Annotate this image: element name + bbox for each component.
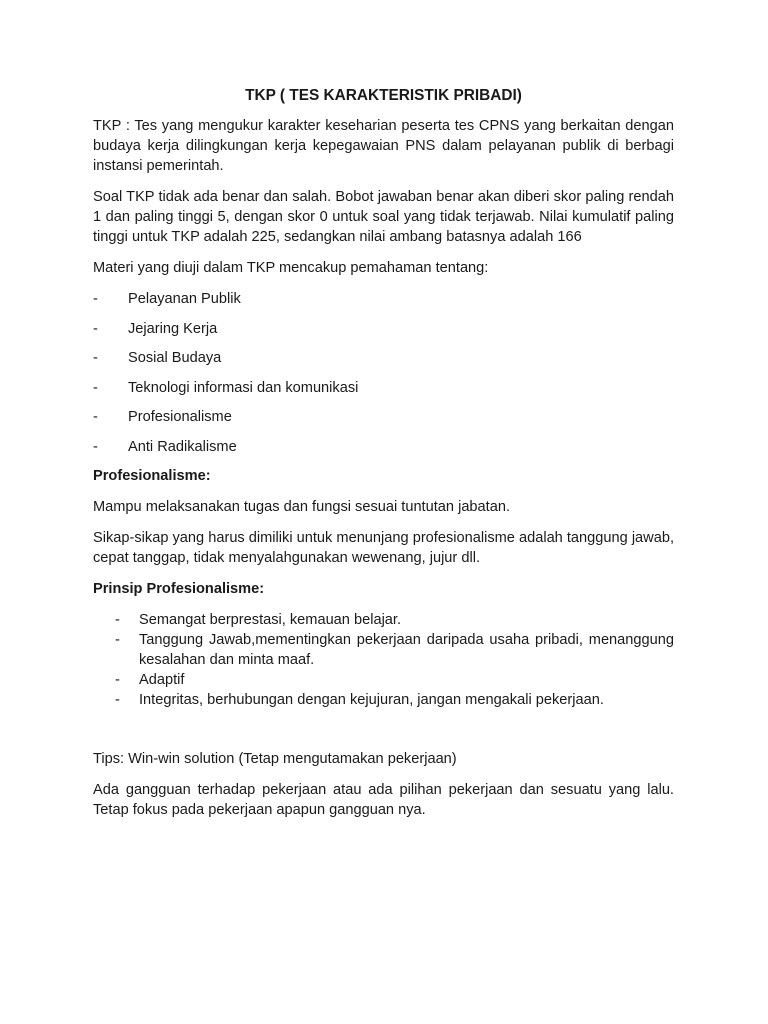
list-item-text: Pelayanan Publik: [128, 291, 241, 307]
intro-paragraph: TKP : Tes yang mengukur karakter keseharian peserta tes CPNS yang berkaitan dengan budaya kerja dilingkungan kerja kepegawaian PNS dalam pelayanan publik di berbagi instansi pemerintah.: [93, 118, 674, 174]
list-item: [93, 437, 674, 457]
tips-paragraph: Tips: Win-win solution (Tetap mengutamakan pekerjaan): [93, 751, 457, 767]
list-item: [93, 630, 674, 670]
profesionalisme-definition: Mampu melaksanakan tugas dan fungsi sesuai tuntutan jabatan.: [93, 499, 511, 515]
document-page: [93, 86, 674, 831]
list-item-text: Jejaring Kerja: [128, 320, 218, 337]
scoring-paragraph: Soal TKP tidak ada benar dan salah. Bobot jawaban benar akan diberi skor paling rendah 1 dan paling tinggi 5, dengan skor 0 untuk soal yang tidak terjawab. Nilai kumulatif paling tinggi untuk TKP adalah 225, sedangkan nilai ambang batasnya adalah 166: [93, 189, 674, 245]
dash-bullet: -: [93, 379, 98, 396]
list-item-text: Integritas, berhubungan dengan kejujuran, jangan mengakali pekerjaan.: [139, 692, 604, 708]
list-item: [93, 348, 674, 368]
profesionalisme-sikap: Sikap-sikap yang harus dimiliki untuk menunjang profesionalisme adalah tanggung jawab, cepat tanggap, tidak menyalahgunakan wewenang, jujur dll.: [93, 530, 674, 566]
list-item-text: Semangat berprestasi, kemauan belajar.: [139, 612, 402, 628]
document-title: TKP ( TES KARAKTERISTIK PRIBADI): [245, 87, 522, 104]
list-item-text: Teknologi informasi dan komunikasi: [128, 379, 359, 396]
list-item: [93, 610, 674, 630]
list-item-text: Tanggung Jawab,mementingkan pekerjaan daripada usaha pribadi, menanggung kesalahan dan minta maaf.: [139, 632, 674, 668]
list-item-text: Anti Radikalisme: [128, 438, 237, 455]
list-item-text: Profesionalisme: [128, 409, 232, 425]
prinsip-list: [93, 610, 674, 710]
list-item: [93, 690, 674, 710]
dash-bullet: -: [115, 692, 120, 708]
dash-bullet: -: [93, 350, 98, 366]
prinsip-heading: Prinsip Profesionalisme:: [93, 581, 265, 597]
dash-bullet: -: [115, 672, 120, 688]
list-item: [93, 289, 674, 309]
profesionalisme-heading: Profesionalisme:: [93, 468, 211, 484]
dash-bullet: -: [115, 612, 120, 628]
dash-bullet: -: [93, 320, 98, 337]
list-item: [93, 670, 674, 690]
list-item-text: Sosial Budaya: [128, 350, 222, 366]
closing-paragraph: Ada gangguan terhadap pekerjaan atau ada pilihan pekerjaan dan sesuatu yang lalu. Tetap fokus pada pekerjaan apapun gangguan nya.: [93, 782, 674, 818]
materi-list: [93, 289, 674, 457]
dash-bullet: -: [93, 409, 98, 425]
dash-bullet: -: [93, 438, 98, 455]
dash-bullet: -: [93, 291, 98, 307]
list-item: [93, 319, 674, 339]
list-item-text: Adaptif: [139, 672, 185, 688]
dash-bullet: -: [115, 632, 120, 648]
list-item: [93, 407, 674, 427]
list-item: [93, 378, 674, 398]
materi-intro: Materi yang diuji dalam TKP mencakup pemahaman tentang:: [93, 260, 489, 276]
